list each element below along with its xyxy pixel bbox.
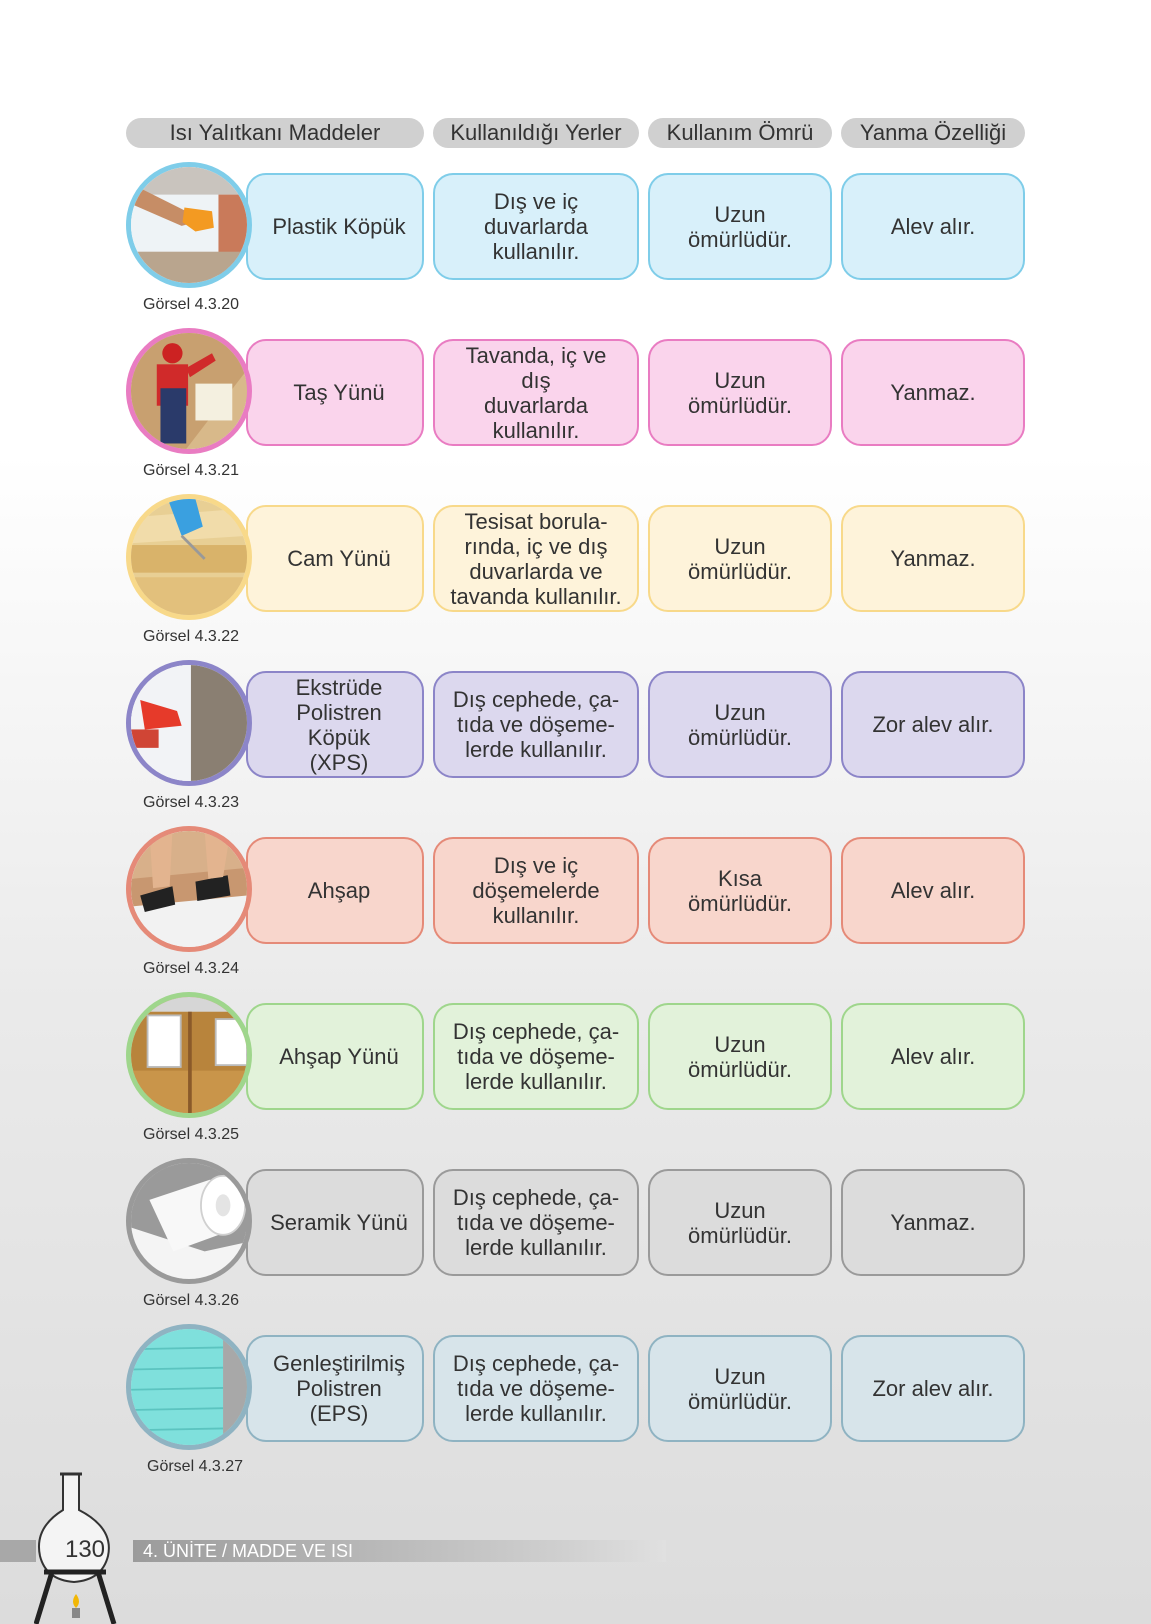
- usage-places-cell: Tesisat borula- rında, iç ve dış duvarlarda ve tavanda kullanılır.: [433, 505, 639, 612]
- material-name-cell: Taş Yünü: [246, 339, 424, 446]
- material-name-cell: Ahşap Yünü: [246, 1003, 424, 1110]
- table-row: [0, 1158, 1151, 1328]
- lifespan-cell: Uzun ömürlüdür.: [648, 1335, 832, 1442]
- lifespan-cell: Uzun ömürlüdür.: [648, 1169, 832, 1276]
- table-row: [0, 1324, 1151, 1494]
- burning-cell: Zor alev alır.: [841, 1335, 1025, 1442]
- ceramic-roll-photo: [126, 1158, 252, 1284]
- figure-caption: Görsel 4.3.20: [143, 296, 240, 313]
- material-name-cell: Plastik Köpük: [246, 173, 424, 280]
- material-name-cell: Genleştirilmiş Polistren (EPS): [246, 1335, 424, 1442]
- material-name-cell: Cam Yünü: [246, 505, 424, 612]
- usage-places-cell: Dış cephede, ça- tıda ve döşeme- lerde kullanılır.: [433, 1003, 639, 1110]
- burning-cell: Alev alır.: [841, 173, 1025, 280]
- figure-caption: Görsel 4.3.24: [143, 960, 240, 977]
- material-name-cell: Ekstrüde Polistren Köpük (XPS): [246, 671, 424, 778]
- eps-boards-photo: [126, 1324, 252, 1450]
- figure-caption: Görsel 4.3.27: [147, 1458, 244, 1475]
- glass-wool-photo: [126, 494, 252, 620]
- lifespan-cell: Uzun ömürlüdür.: [648, 505, 832, 612]
- material-name-cell: Ahşap: [246, 837, 424, 944]
- worker-attic-photo: [126, 328, 252, 454]
- table-row: [0, 826, 1151, 996]
- wood-wool-wall-photo: [126, 992, 252, 1118]
- figure-caption: Görsel 4.3.25: [143, 1126, 240, 1143]
- table-row: [0, 162, 1151, 332]
- usage-places-cell: Dış cephede, ça- tıda ve döşeme- lerde kullanılır.: [433, 671, 639, 778]
- wood-floor-photo: [126, 826, 252, 952]
- lifespan-cell: Uzun ömürlüdür.: [648, 1003, 832, 1110]
- page-number: 130: [64, 1536, 106, 1563]
- figure-caption: Görsel 4.3.26: [143, 1292, 240, 1309]
- header-usage-places: Kullanıldığı Yerler: [433, 118, 639, 148]
- usage-places-cell: Tavanda, iç ve dış duvarlarda kullanılır.: [433, 339, 639, 446]
- figure-caption: Görsel 4.3.22: [143, 628, 240, 645]
- insulation-panel-photo: [126, 162, 252, 288]
- lifespan-cell: Kısa ömürlüdür.: [648, 837, 832, 944]
- burning-cell: Yanmaz.: [841, 505, 1025, 612]
- table-row: [0, 660, 1151, 830]
- footer-left-bar: [0, 1540, 36, 1562]
- table-row: [0, 992, 1151, 1162]
- header-lifespan: Kullanım Ömrü: [648, 118, 832, 148]
- burning-cell: Zor alev alır.: [841, 671, 1025, 778]
- usage-places-cell: Dış ve iç duvarlarda kullanılır.: [433, 173, 639, 280]
- burning-cell: Alev alır.: [841, 837, 1025, 944]
- burning-cell: Yanmaz.: [841, 339, 1025, 446]
- burning-cell: Yanmaz.: [841, 1169, 1025, 1276]
- header-materials: Isı Yalıtkanı Maddeler: [126, 118, 424, 148]
- table-row: [0, 328, 1151, 498]
- figure-caption: Görsel 4.3.21: [143, 462, 240, 479]
- usage-places-cell: Dış cephede, ça- tıda ve döşeme- lerde kullanılır.: [433, 1169, 639, 1276]
- lifespan-cell: Uzun ömürlüdür.: [648, 671, 832, 778]
- material-name-cell: Seramik Yünü: [246, 1169, 424, 1276]
- xps-board-photo: [126, 660, 252, 786]
- lifespan-cell: Uzun ömürlüdür.: [648, 173, 832, 280]
- lifespan-cell: Uzun ömürlüdür.: [648, 339, 832, 446]
- table-row: [0, 494, 1151, 664]
- unit-title: 4. ÜNİTE / MADDE VE ISI: [133, 1540, 666, 1562]
- usage-places-cell: Dış cephede, ça- tıda ve döşeme- lerde kullanılır.: [433, 1335, 639, 1442]
- burning-cell: Alev alır.: [841, 1003, 1025, 1110]
- usage-places-cell: Dış ve iç döşemelerde kullanılır.: [433, 837, 639, 944]
- figure-caption: Görsel 4.3.23: [143, 794, 240, 811]
- header-burning: Yanma Özelliği: [841, 118, 1025, 148]
